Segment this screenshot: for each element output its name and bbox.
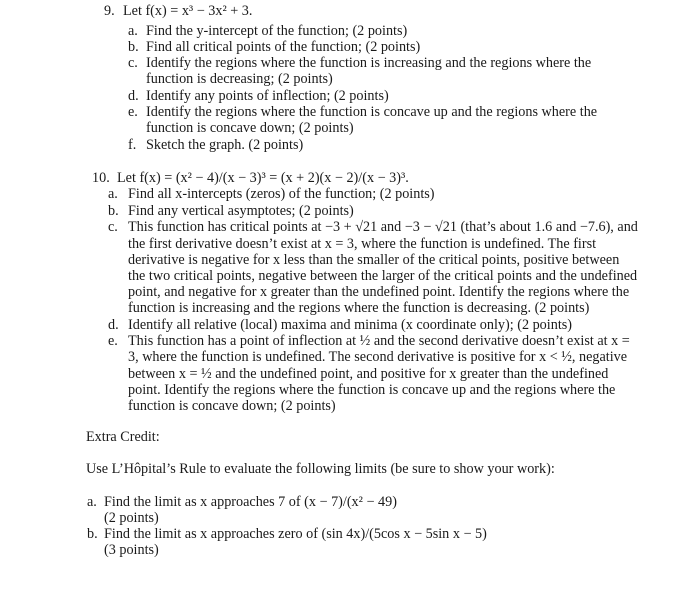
part-text: Find the y-intercept of the function; (2 points)	[146, 23, 408, 39]
part-text: point. Identify the regions where the function is concave up and the regions where the	[128, 382, 616, 398]
part-text: derivative is negative for x less than the smaller of the critical points, positive between	[128, 252, 620, 268]
part-text: the two critical points, negative between the larger of the critical points and the undefined	[128, 268, 638, 284]
part-text: This function has a point of inflection at ½ and the second derivative doesn’t exist at x =	[128, 333, 630, 349]
part-marker: d.	[108, 317, 119, 333]
part-text: Sketch the graph. (2 points)	[146, 137, 304, 153]
question-stem: Let f(x) = (x² − 4)/(x − 3)³ = (x + 2)(x − 2)/(x − 3)³.	[117, 170, 409, 186]
part-marker: c.	[108, 219, 118, 235]
question-number: 9.	[104, 3, 115, 19]
part-text: the first derivative doesn’t exist at x = 3, where the function is undefined. The first	[128, 236, 597, 252]
part-marker: a.	[128, 23, 138, 39]
part-text: This function has critical points at −3 + √21 and −3 − √21 (that’s about 1.6 and −7.6), and	[128, 219, 638, 235]
section-instruction: Use L’Hôpital’s Rule to evaluate the following limits (be sure to show your work):	[86, 461, 555, 477]
part-marker: f.	[128, 137, 137, 153]
part-marker: e.	[108, 333, 118, 349]
part-marker: b.	[108, 203, 119, 219]
part-marker: b.	[87, 526, 98, 542]
part-text: between x = ½ and the undefined point, and positive for x greater than the undefined	[128, 366, 609, 382]
part-text: function is concave down; (2 points)	[146, 120, 354, 136]
part-text: Identify all relative (local) maxima and minima (x coordinate only); (2 points)	[128, 317, 573, 333]
part-text: Find all critical points of the function; (2 points)	[146, 39, 421, 55]
part-text: 3, where the function is undefined. The second derivative is positive for x < ½, negative	[128, 349, 628, 365]
part-text: Identify the regions where the function is increasing and the regions where the	[146, 55, 592, 71]
part-marker: b.	[128, 39, 139, 55]
part-marker: a.	[87, 494, 97, 510]
part-text: (2 points)	[104, 510, 159, 526]
part-text: function is concave down; (2 points)	[128, 398, 336, 414]
part-marker: c.	[128, 55, 138, 71]
section-heading: Extra Credit:	[86, 429, 160, 445]
part-text: Identify the regions where the function is concave up and the regions where the	[146, 104, 598, 120]
part-text: (3 points)	[104, 542, 159, 558]
part-text: Identify any points of inflection; (2 points)	[146, 88, 389, 104]
part-text: function is decreasing; (2 points)	[146, 71, 333, 87]
part-marker: a.	[108, 186, 118, 202]
question-stem: Let f(x) = x³ − 3x² + 3.	[123, 3, 253, 19]
part-text: Find the limit as x approaches zero of (sin 4x)/(5cos x − 5sin x − 5)	[104, 526, 487, 542]
part-text: Find all x-intercepts (zeros) of the function; (2 points)	[128, 186, 435, 202]
part-marker: e.	[128, 104, 138, 120]
part-text: function is increasing and the regions where the function is decreasing. (2 points)	[128, 300, 590, 316]
part-text: Find any vertical asymptotes; (2 points)	[128, 203, 354, 219]
part-text: Find the limit as x approaches 7 of (x − 7)/(x² − 49)	[104, 494, 397, 510]
part-marker: d.	[128, 88, 139, 104]
question-number: 10.	[92, 170, 110, 186]
part-text: point, and negative for x greater than the undefined point. Identify the regions where the	[128, 284, 630, 300]
